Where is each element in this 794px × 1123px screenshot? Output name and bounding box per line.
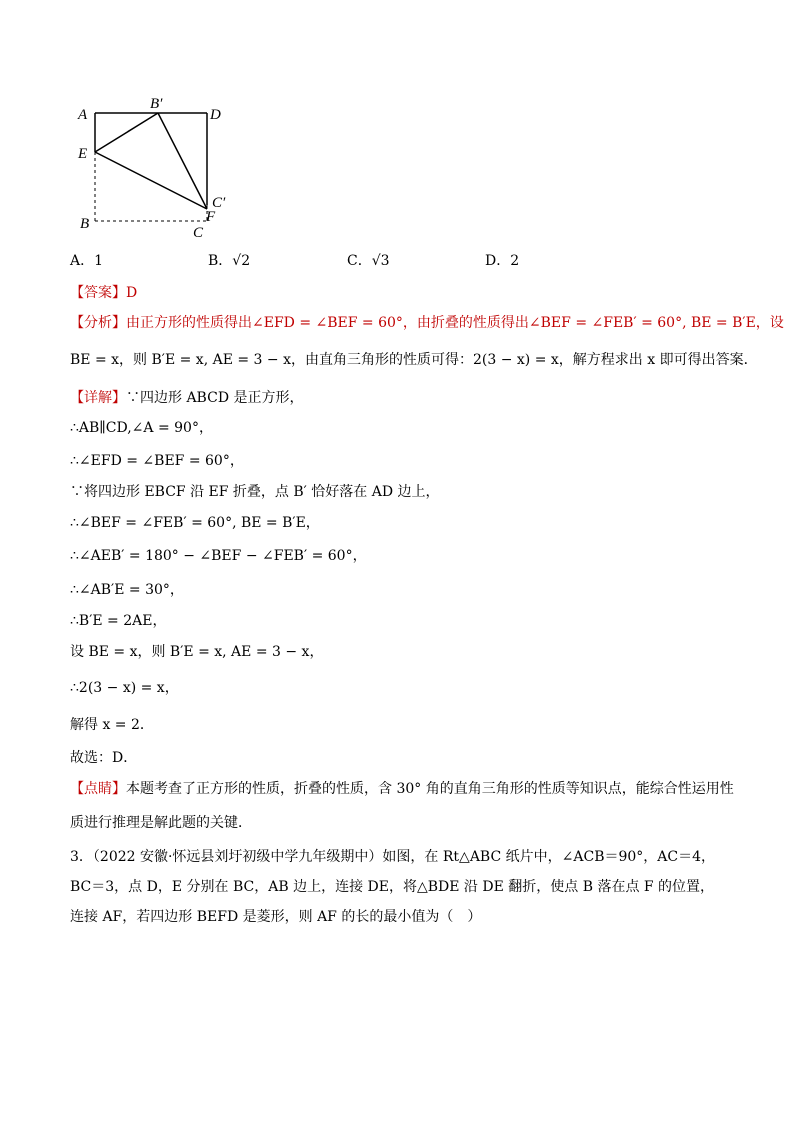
analysis-text-1: 由正方形的性质得出∠EFD = ∠BEF = 60°，由折叠的性质得出∠BEF = ∠FEB′ = 60°, BE = B′E，设 [126, 315, 784, 331]
option-b-letter: B． [208, 253, 233, 269]
detail-line-6: ∴∠AEB′ = 180° − ∠BEF − ∠FEB′ = 60°， [70, 548, 367, 564]
option-b[interactable] [208, 250, 250, 270]
analysis-line-1 [70, 313, 784, 333]
label-B-prime: B′ [150, 96, 163, 112]
option-d[interactable] [485, 250, 519, 270]
label-C-prime: C′ [212, 195, 226, 211]
detail-line-3: ∴∠EFD = ∠BEF = 60°， [70, 453, 244, 469]
question-3: 3．（2022 安徽·怀远县刘圩初级中学九年级期中）如图，在 Rt△ABC 纸片中，∠ACB＝90°，AC＝4，BC＝3，点 D，E 分别在 BC，AB 边上，连接 DE，将△BDE 沿 DE 翻折，使点 B 落在点 F 的位置，连接 AF，若四边形 BEFD 是菱形，则 AF 的长的最小值为（ ） [70, 849, 716, 925]
option-c-value: √3 [371, 253, 390, 269]
answer-line [70, 283, 137, 303]
detail-line-5: ∴∠BEF = ∠FEB′ = 60°, BE = B′E， [70, 515, 320, 531]
detail-line-11: 解得 x = 2． [70, 717, 154, 733]
edge-B-prime-C-prime [158, 113, 204, 203]
detail-line-7: ∴∠AB′E = 30°， [70, 582, 184, 598]
label-F: F [206, 209, 216, 225]
analysis-line-2: BE = x，则 B′E = x, AE = 3 − x，由直角三角形的性质可得：2(3 − x) = x，解方程求出 x 即可得出答案． [70, 352, 758, 368]
option-a-letter: A． [70, 253, 95, 269]
option-c-letter: C． [347, 253, 372, 269]
label-A: A [78, 107, 88, 123]
analysis-tag: 【分析】 [70, 315, 126, 331]
detail-line-9: 设 BE = x，则 B′E = x, AE = 3 − x， [70, 644, 324, 660]
detail-line-12: 故选：D． [70, 750, 138, 766]
detail-line-8: ∴B′E = 2AE， [70, 613, 167, 629]
detail-line-2: ∴AB∥CD,∠A = 90°， [70, 420, 213, 436]
label-B: B [80, 216, 90, 232]
detail-line-1 [70, 388, 304, 408]
detail-line-10: ∴2(3 − x) = x， [70, 680, 179, 696]
answer-text: D [126, 285, 138, 301]
edge-EB-prime [95, 113, 158, 152]
option-a[interactable] [70, 250, 103, 270]
option-d-value: 2 [510, 253, 520, 269]
option-b-value: √2 [232, 253, 251, 269]
label-C: C [193, 225, 204, 241]
answer-tag: 【答案】 [70, 285, 126, 301]
label-E: E [78, 146, 88, 162]
option-c[interactable] [347, 250, 390, 270]
edge-EF [95, 152, 207, 209]
remark-text-1: 本题考查了正方形的性质，折叠的性质，含 30° 角的直角三角形的性质等知识点，能综合性运用性 [126, 781, 734, 797]
label-D: D [210, 107, 221, 123]
remark-line-1 [70, 779, 734, 799]
remark-line-2: 质进行推理是解此题的关键． [70, 815, 252, 831]
remark-tag: 【点睛】 [70, 781, 126, 797]
detail-text-1: ∵四边形 ABCD 是正方形， [126, 390, 304, 406]
option-d-letter: D． [485, 253, 511, 269]
detail-tag: 【详解】 [70, 390, 126, 406]
option-a-value: 1 [94, 253, 104, 269]
geometry-figure [70, 95, 250, 245]
detail-line-4: ∵将四边形 EBCF 沿 EF 折叠，点 B′ 恰好落在 AD 边上， [70, 484, 440, 500]
square-fold-diagram [70, 95, 250, 245]
